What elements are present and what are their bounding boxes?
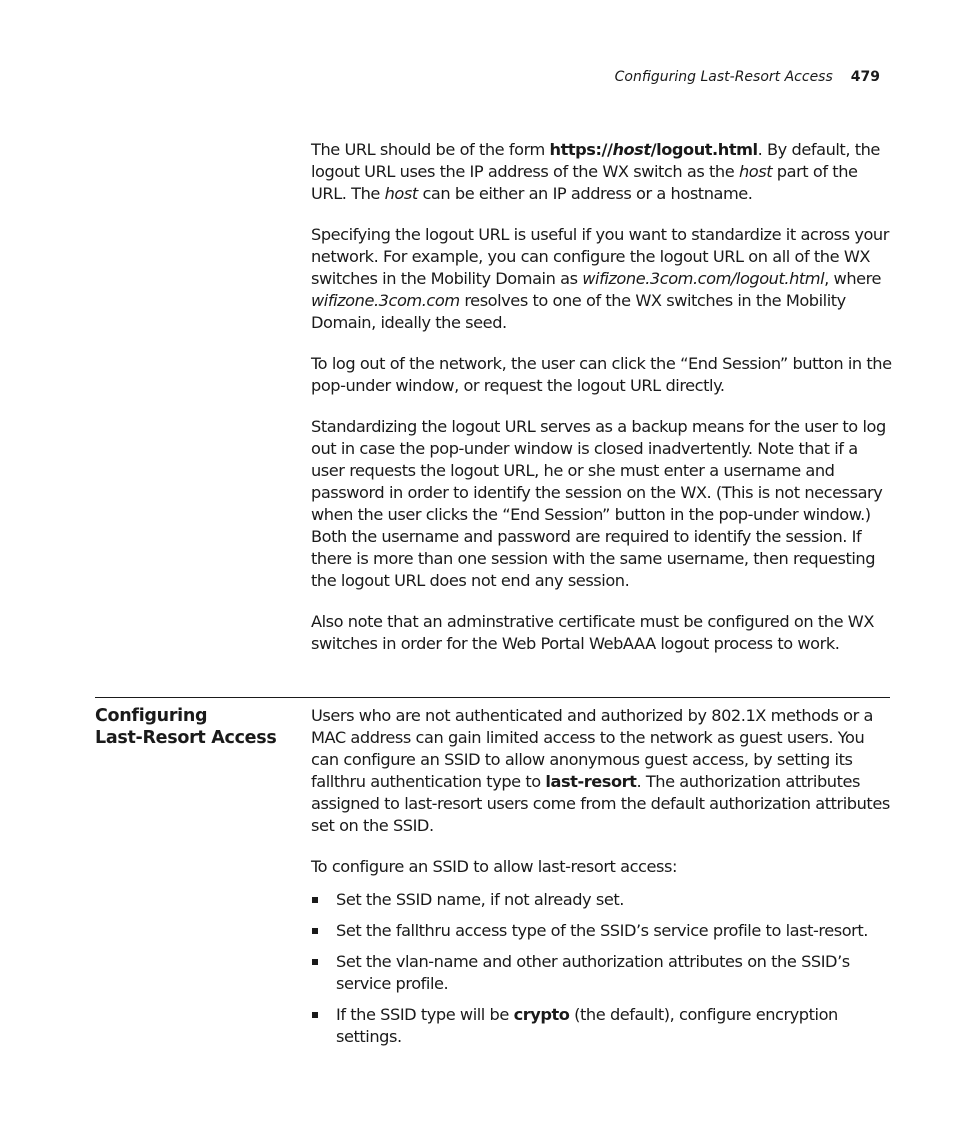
text-run: Users who are not authenticated and authorized by 802.1X methods or a MAC address can gain limited access to the network as guest users. You can configure an SSID to allow anonymous guest access, by setting its fallthru authentication type to <box>311 706 873 791</box>
list-item-text: Set the SSID name, if not already set. <box>336 890 624 909</box>
text-run: . The authorization attributes assigned to last-resort users come from the default authorization attributes set on the SSID. <box>311 772 890 835</box>
section-body <box>311 705 893 1057</box>
section-heading <box>95 705 295 749</box>
host-term: host <box>384 184 418 203</box>
square-bullet-icon <box>312 1012 318 1018</box>
square-bullet-icon <box>312 897 318 903</box>
text-run: The URL should be of the form <box>311 140 550 159</box>
square-bullet-icon <box>312 928 318 934</box>
text-run: Specifying the logout URL is useful if you want to standardize it across your network. For example, you can configure the logout URL on all of the WX switches in the Mobility Domain as <box>311 225 889 288</box>
url-suffix: /logout.html <box>650 140 758 159</box>
running-header <box>615 67 880 87</box>
list-item <box>311 920 893 942</box>
paragraph-standardize-url <box>311 224 893 334</box>
list-item-text: Set the vlan-name and other authorization attributes on the SSID’s service profile. <box>336 952 850 993</box>
section-heading-line: Configuring <box>95 706 208 726</box>
page-number: 479 <box>850 69 880 85</box>
text-run: . By default, the logout URL uses the IP address of the WX switch as the <box>311 140 880 181</box>
host-term: host <box>738 162 773 181</box>
paragraph-admin-certificate: Also note that an adminstrative certificate must be configured on the WX switches in order for the Web Portal WebAAA logout process to work. <box>311 612 874 653</box>
text-run: resolves to one of the WX switches in the Mobility Domain, ideally the seed. <box>311 291 846 332</box>
example-url: wifizone.3com.com/logout.html <box>582 269 825 288</box>
paragraph-steps-intro: To configure an SSID to allow last-resort access: <box>311 857 677 876</box>
list-item-text: Set the fallthru access type of the SSID’s service profile to last-resort. <box>336 921 868 940</box>
text-run: can be either an IP address or a hostname. <box>417 184 753 203</box>
paragraph-backup-means: Standardizing the logout URL serves as a backup means for the user to log out in case the pop-under window is closed inadvertently. Note that if a user requests the logout URL, he or she must enter a username and password in order to identify the session on the WX. (This is not necessary when the user clicks the “End Session” button in the pop-under window.) Both the username and password are required to identify the session. If there is more than one session with the same username, then requesting the logout URL does not end any session. <box>311 417 886 590</box>
text-run: , where <box>824 269 882 288</box>
keyword-last-resort: last-resort <box>545 772 637 791</box>
url-prefix: https:// <box>549 140 613 159</box>
paragraph-log-out: To log out of the network, the user can click the “End Session” button in the pop-under window, or request the logout URL directly. <box>311 354 892 395</box>
keyword-crypto: crypto <box>513 1005 570 1024</box>
example-host: wifizone.3com.com <box>311 291 460 310</box>
list-item <box>311 951 893 995</box>
square-bullet-icon <box>312 959 318 965</box>
list-item-text: (the default), configure encryption settings. <box>336 1005 838 1046</box>
url-host: host <box>612 140 651 159</box>
text-run: part of the URL. The <box>311 162 858 203</box>
list-item-text: If the SSID type will be <box>336 1005 514 1024</box>
section-last-resort-access <box>95 697 890 1046</box>
running-title: Configuring Last-Resort Access <box>614 69 833 85</box>
paragraph-guest-users <box>311 705 893 837</box>
steps-list <box>311 889 893 1048</box>
section-heading-line: Last-Resort Access <box>95 728 277 748</box>
list-item <box>311 1004 893 1048</box>
intro-text <box>311 139 893 674</box>
list-item <box>311 889 893 911</box>
paragraph-logout-url-form <box>311 139 893 205</box>
